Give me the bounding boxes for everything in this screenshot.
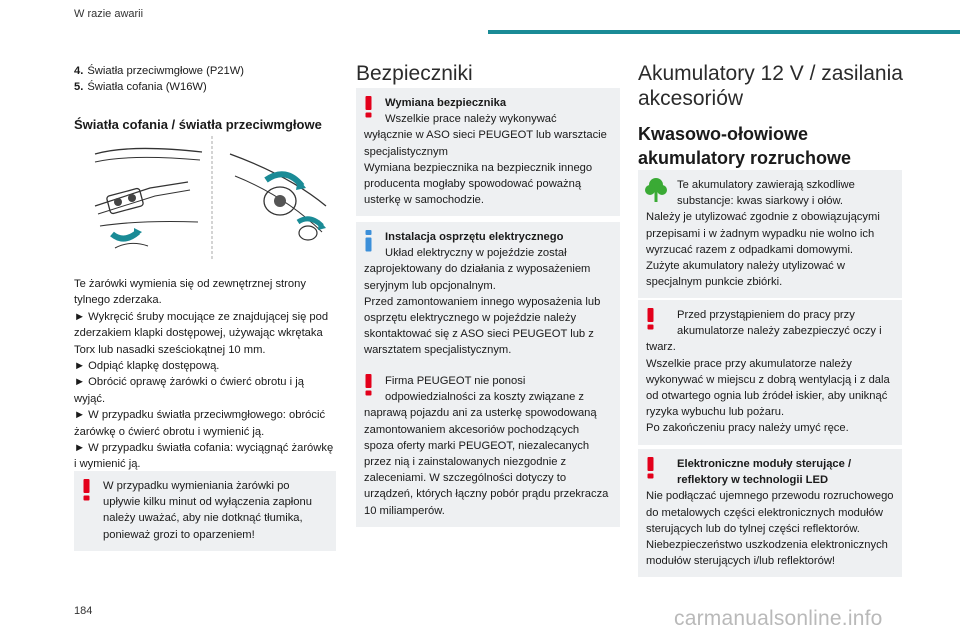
warning-box-exhaust: W przypadku wymieniania żarówki po upływie kilku minut od wyłączenia zapłonu należy uważać, aby nie dotknąć tłumika, ponieważ grozi to oparzeniem! [74, 471, 336, 551]
step: ► W przypadku światła cofania: wyciągnąć żarówkę i wymienić ją. [74, 442, 334, 471]
instructions [74, 276, 336, 473]
step: ► Obrócić oprawę żarówki o ćwierć obrotu i ją wyjąć. [74, 376, 304, 405]
rear-bumper-illustration [90, 136, 336, 260]
eco-box-disposal: Te akumulatory zawierają szkodliwe substancje: kwas siarkowy i ołów. Należy je utylizować zgodnie z obowiązującymi przepisami i w żadnym wypadku nie wolno ich wyrzucać razem z odpadkami domowymi. Zużyte akumulatory należy utylizować w specjalnym punkcie zbiórki. [638, 170, 902, 298]
warning-box-fuse-replacement: Wymiana bezpiecznika Wszelkie prace należy wykonywać wyłącznie w ASO sieci PEUGEOT lub warsztacie specjalistycznym Wymiana bezpiecznika na bezpiecznik innego producenta mogłaby spowodować poważną usterkę w samochodzie. [356, 88, 620, 216]
paragraph: Te żarówki wymienia się od zewnętrznej strony tylnego zderzaka. [74, 278, 306, 307]
step: ► W przypadku światła przeciwmgłowego: obrócić żarówkę o ćwierć obrotu i wymienić ją. [74, 409, 326, 438]
watermark: carmanualsonline.info [674, 607, 883, 630]
warning-box-led-modules: Elektroniczne moduły sterujące / reflektory w technologii LED Nie podłączać ujemnego przewodu rozruchowego do metalowych części elektronicznych modułów sterujących lub do tylnej części reflektorów. Niebezpieczeństwo uszkodzenia elektronicznych modułów sterujących i/lub reflektorów! [638, 449, 902, 577]
exclamation-icon [82, 479, 91, 506]
exclamation-icon [364, 96, 373, 123]
page-number: 184 [74, 605, 93, 617]
exclamation-icon [646, 308, 655, 335]
list-item: 5. Światła cofania (W16W) [74, 81, 207, 94]
info-icon [364, 230, 373, 257]
exclamation-icon [364, 374, 373, 401]
warning-box-liability: Firma PEUGEOT nie ponosi odpowiedzialności za koszty związane z naprawą pojazdu ani za usterkę spowodowaną zamontowaniem akcesoriów pochodzących spoza oferty marki PEUGEOT, niezalecanych przez nią i zainstalowanych niezgodnie z zaleceniami. W szczególności dotyczy to urządzeń, których łączny pobór prądu przekracza 10 miliamperów. [356, 366, 620, 527]
heading-batteries: Akumulatory 12 V / zasilania akcesoriów [638, 62, 903, 110]
info-box-electrical-accessories: Instalacja osprzętu elektrycznego Układ elektryczny w pojeździe został zaprojektowany do działania z wyposażeniem seryjnym lub opcjonalnym. Przed zamontowaniem innego wyposażenia lub osprzętu elektrycznego w pojeździe należy skontaktować się z ASO sieci PEUGEOT lub z warsztatem specjalistycznym. [356, 222, 620, 367]
subheading-reverse-fog-lights: Światła cofania / światła przeciwmgłowe [74, 117, 322, 132]
header-accent-bar [488, 30, 960, 34]
exclamation-icon [646, 457, 655, 484]
list-item: 4. Światła przeciwmgłowe (P21W) [74, 65, 245, 77]
step: ► Odpiąć klapkę dostępową. [74, 360, 220, 373]
warning-box-battery-safety: Przed przystąpieniem do pracy przy akumulatorze należy zabezpieczyć oczy i twarz. Wszelkie prace przy akumulatorze należy wykonywać w miejscu z dobrą wentylacją i z dala od otwartego ognia lub źródeł iskier, aby uniknąć ryzyka wybuchu lub pożaru. Po zakończeniu pracy należy umyć ręce. [638, 300, 902, 445]
subheading-lead-acid: Kwasowo-ołowiowe akumulatory rozruchowe [638, 124, 852, 168]
recycle-tree-icon [645, 177, 667, 208]
running-header: W razie awarii [74, 8, 144, 20]
bulb-list [74, 63, 336, 96]
step: ► Wykręcić śruby mocujące ze znajdującej się pod zderzakiem klapki dostępowej, używając wkrętaka Torx lub nasadki sześciokątnej 10 mm. [74, 310, 329, 356]
heading-fuses: Bezpieczniki [356, 62, 473, 85]
